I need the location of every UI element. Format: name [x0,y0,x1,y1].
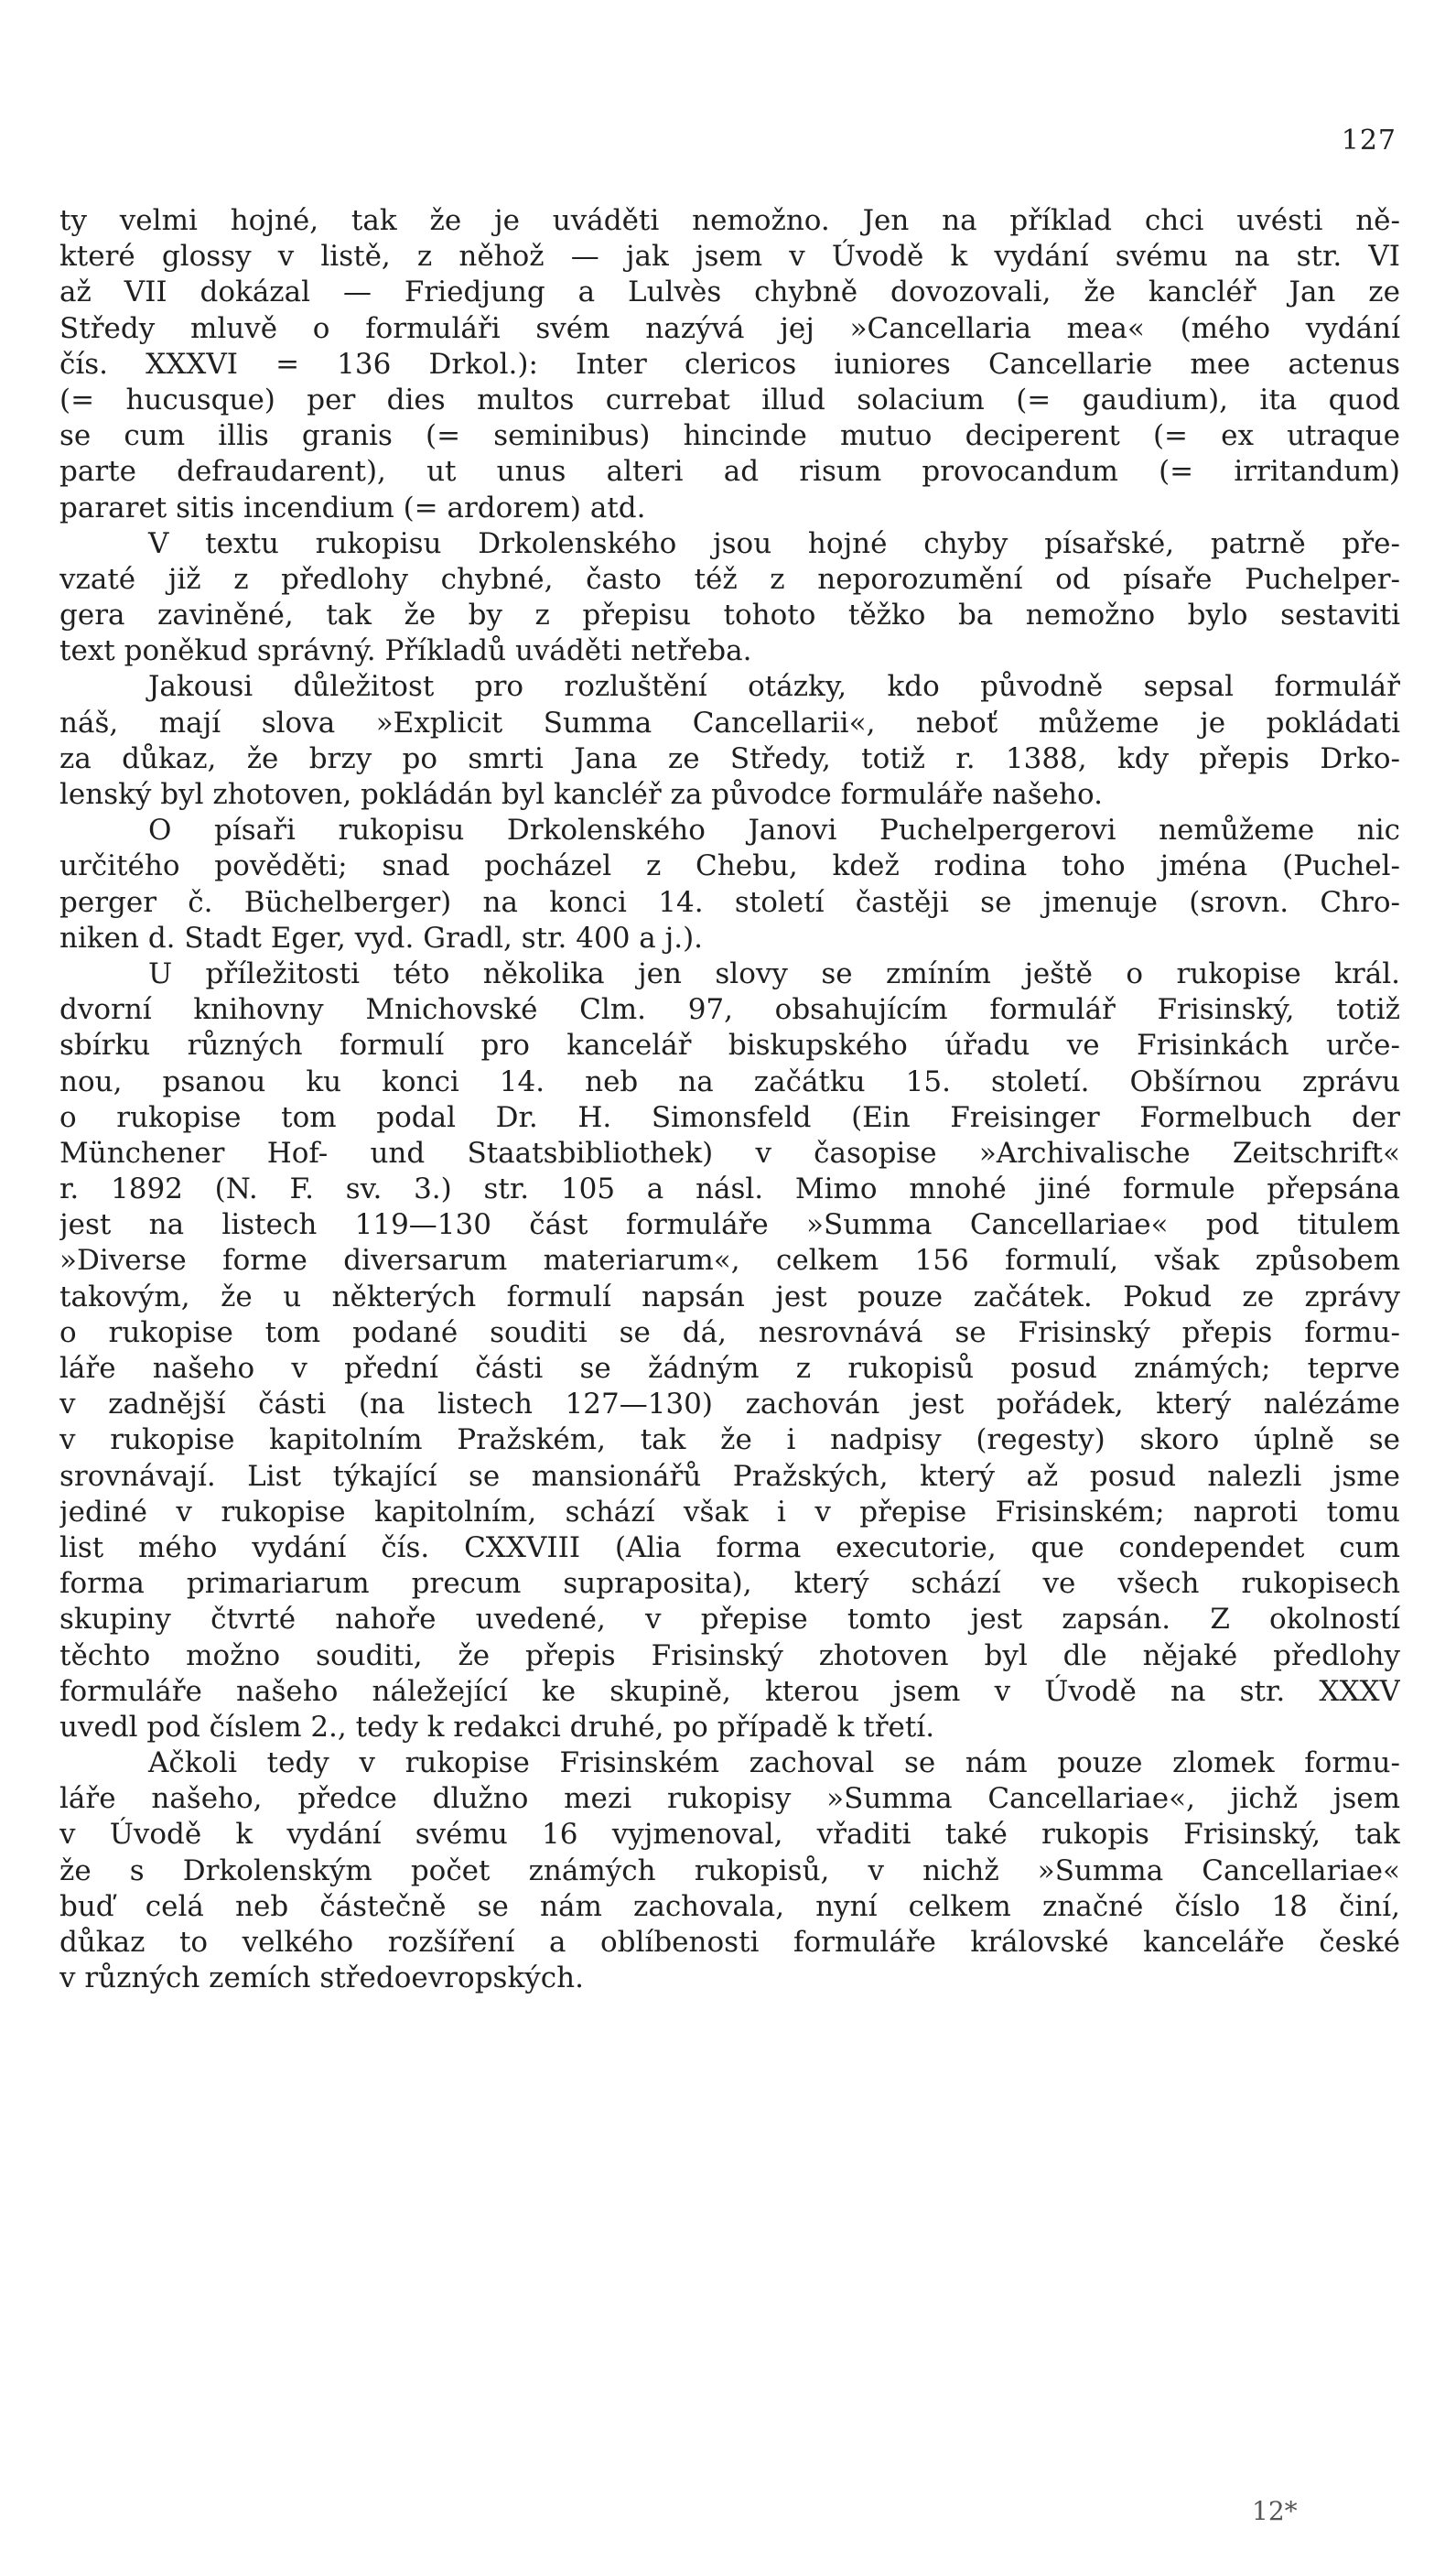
text-line: za důkaz, že brzy po smrti Jana ze Středy, totiž r. 1388, kdy přepis Drko- [59,741,1400,775]
text-line: niken d. Stadt Eger, vyd. Gradl, str. 400 a j.). [59,921,704,955]
text-line: které glossy v listě, z něhož — jak jsem v Úvodě k vydání svému na str. VI [59,240,1400,274]
text-line: O písaři rukopisu Drkolenského Janovi Puchelpergerovi nemůžeme nic [148,814,1400,848]
text-line: text poněkud správný. Příkladů uváděti netřeba. [59,634,752,668]
text-line: takovým, že u některých formulí napsán jest pouze začátek. Pokud ze zprávy [59,1280,1400,1313]
text-line: v zadnější části (na listech 127—130) zachován jest pořádek, který nalézáme [59,1388,1400,1421]
text-line: o rukopise tom podané souditi se dá, nesrovnává se Frisinský přepis formu- [59,1315,1400,1349]
text-line: určitého pověděti; snad pocházel z Chebu, kdež rodina toho jména (Puchel- [59,849,1400,883]
text-line: jest na listech 119—130 část formuláře »Summa Cancellariae« pod titulem [59,1208,1400,1242]
text-line: v různých zemích středoevropských. [59,1961,584,1995]
body-text [59,203,1400,1996]
text-line: jediné v rukopise kapitolním, schází však i v přepise Frisinském; naproti tomu [59,1495,1400,1529]
text-line: perger č. Büchelberger) na konci 14. století častěji se jmenuje (srovn. Chro- [59,885,1400,919]
text-line: skupiny čtvrté nahoře uvedené, v přepise tomto jest zapsán. Z okolností [59,1603,1400,1637]
text-line: že s Drkolenským počet známých rukopisů, v nichž »Summa Cancellariae« [59,1853,1400,1887]
text-line: forma primariarum precum supraposita), který schází ve všech rukopisech [59,1567,1400,1601]
text-line: parte defraudarent), ut unus alteri ad risum provocandum (= irritandum) [59,455,1400,489]
text-line: Středy mluvě o formuláři svém nazývá jej »Cancellaria mea« (mého vydání [59,311,1400,345]
text-line: se cum illis granis (= seminibus) hincinde mutuo deciperent (= ex utraque [59,419,1400,453]
text-line: nou, psanou ku konci 14. neb na začátku 15. století. Obšírnou zprávu [59,1064,1400,1098]
text-line: r. 1892 (N. F. sv. 3.) str. 105 a násl. Mimo mnohé jiné formule přepsána [59,1172,1400,1206]
text-line: (= hucusque) per dies multos currebat illud solacium (= gaudium), ita quod [59,383,1400,416]
text-line: U příležitosti této několika jen slovy se zmíním ještě o rukopise král. [148,956,1400,990]
text-line: až VII dokázal — Friedjung a Lulvès chybně dovozovali, že kancléř Jan ze [59,276,1400,309]
text-line: formuláře našeho náležející ke skupině, kterou jsem v Úvodě na str. XXXV [59,1674,1400,1708]
text-line: V textu rukopisu Drkolenského jsou hojné chyby písařské, patrně pře- [148,526,1400,560]
text-line: sbírku různých formulí pro kancelář biskupského úřadu ve Frisinkách urče- [59,1029,1400,1063]
text-line: v rukopise kapitolním Pražském, tak že i nadpisy (regesty) skoro úplně se [59,1423,1400,1457]
text-line: důkaz to velkého rozšíření a oblíbenosti formuláře královské kanceláře české [59,1926,1400,1959]
text-line: pararet sitis incendium (= ardorem) atd. [59,491,646,524]
text-line: náš, mají slova »Explicit Summa Cancellarii«, neboť můžeme je pokládati [59,706,1400,740]
text-line: dvorní knihovny Mnichovské Clm. 97, obsahujícím formulář Frisinský, totiž [59,993,1400,1027]
text-line: gera zaviněné, tak že by z přepisu tohoto těžko ba nemožno bylo sestaviti [59,599,1400,632]
text-line: o rukopise tom podal Dr. H. Simonsfeld (Ein Freisinger Formelbuch der [59,1100,1400,1134]
text-line: Münchener Hof- und Staatsbibliothek) v časopise »Archivalische Zeitschrift« [59,1136,1400,1170]
text-line: láře našeho v přední části se žádným z rukopisů posud známých; teprve [59,1352,1400,1385]
text-line: ty velmi hojné, tak že je uváděti nemožno. Jen na příklad chci uvésti ně- [59,204,1400,237]
text-line: buď celá neb částečně se nám zachovala, nyní celkem značné číslo 18 činí, [59,1889,1400,1923]
text-line: těchto možno souditi, že přepis Frisinský zhotoven byl dle nějaké předlohy [59,1638,1400,1672]
text-line: čís. XXXVI = 136 Drkol.): Inter clericos iuniores Cancellarie mee actenus [59,347,1400,381]
text-line: láře našeho, předce dlužno mezi rukopisy »Summa Cancellariae«, jichž jsem [59,1782,1400,1816]
page-number: 127 [1341,124,1397,157]
text-line: »Diverse forme diversarum materiarum«, celkem 156 formulí, však způsobem [59,1244,1400,1278]
text-line: vzaté již z předlohy chybné, často též z neporozumění od písaře Puchelper- [59,562,1400,596]
text-line: lenský byl zhotoven, pokládán byl kancléř za původce formuláře našeho. [59,778,1103,811]
text-line: Ačkoli tedy v rukopise Frisinském zachoval se nám pouze zlomek formu- [148,1746,1400,1780]
text-line: Jakousi důležitost pro rozluštění otázky, kdo původně sepsal formulář [148,670,1400,704]
text-line: v Úvodě k vydání svému 16 vyjmenoval, vřaditi také rukopis Frisinský, tak [59,1818,1400,1852]
text-line: list mého vydání čís. CXXVIII (Alia forma executorie, que condependet cum [59,1530,1400,1564]
text-line: uvedl pod číslem 2., tedy k redakci druhé, po případě k třetí. [59,1710,935,1744]
signature-mark: 12* [1252,2496,1298,2526]
text-line: srovnávají. List týkající se mansionářů Pražských, který až posud nalezli jsme [59,1459,1400,1493]
